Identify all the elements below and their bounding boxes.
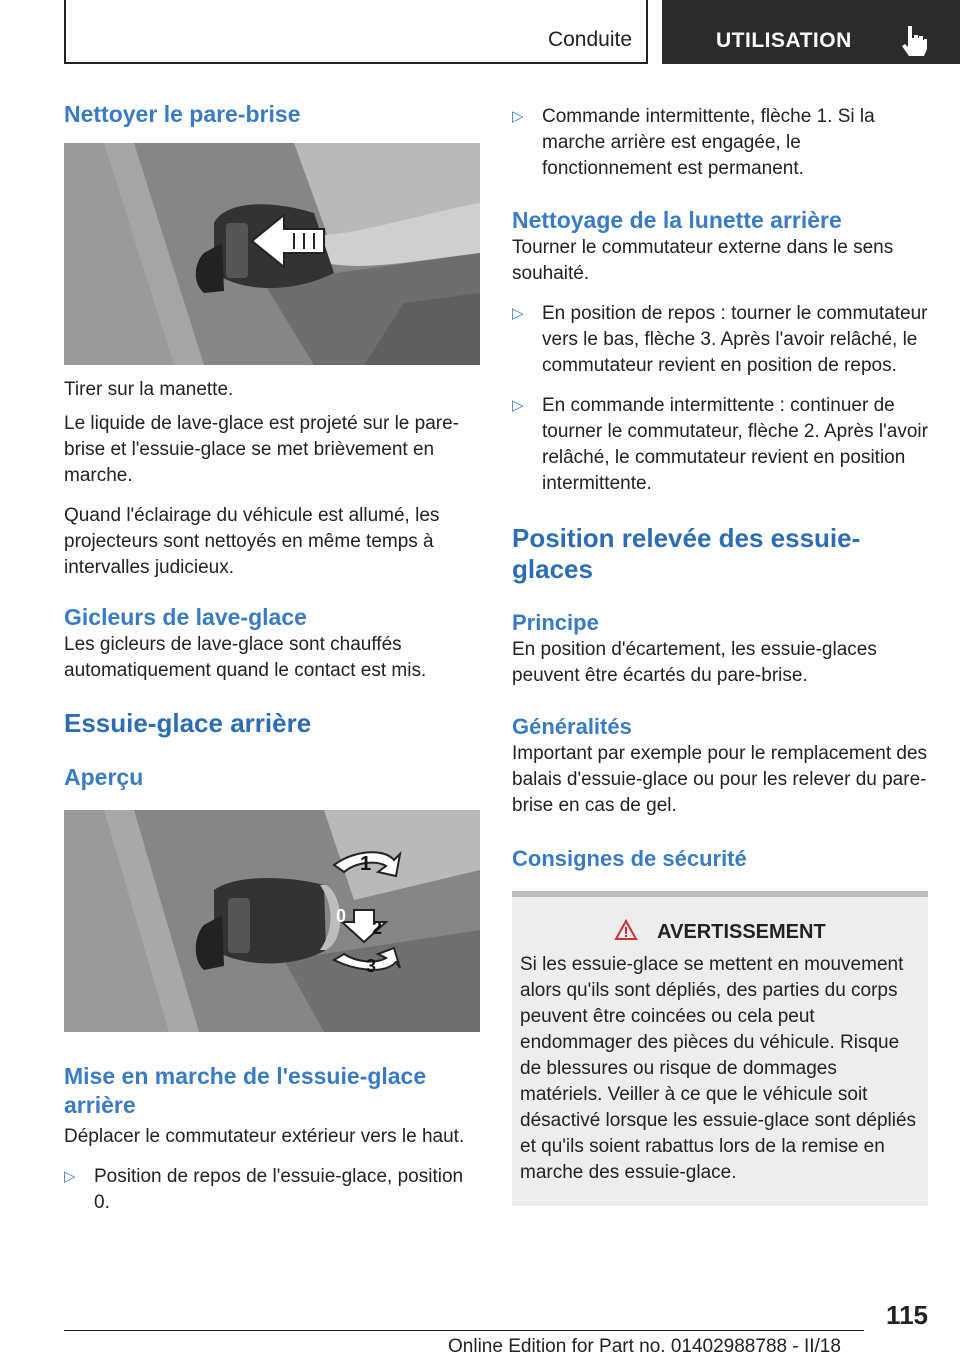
- list-item-text: En commande intermittente : continuer de tourner le commutateur, flèche 2. Après l'avoir relâché, le commutateur revient en position intermittente.: [542, 395, 928, 494]
- arrow-label-1: 1: [360, 853, 372, 875]
- triangle-right-icon: ▷: [512, 397, 524, 414]
- left-column: [64, 100, 480, 1216]
- warning-title: AVERTISSEMENT: [657, 921, 826, 943]
- paragraph-pull-lever: Tirer sur la manette.: [64, 379, 234, 400]
- page-number: 115: [886, 1300, 928, 1330]
- paragraph-general: Important par exemple pour le remplacement des balais d'essuie-glace ou pour les relever du pare-brise en cas de gel.: [512, 743, 928, 816]
- paragraph-move-switch-up: Déplacer le commutateur extérieur vers le haut.: [64, 1126, 465, 1147]
- warning-triangle-icon: [614, 919, 638, 941]
- position-label-0: 0: [336, 906, 347, 926]
- arrow-label-2: 2: [372, 918, 383, 938]
- list-item-text: Commande intermittente, flèche 1. Si la marche arrière est engagée, le fonctionnement est permanent.: [542, 106, 875, 179]
- paragraph-principle: En position d'écartement, les essuie-glaces peuvent être écartés du pare-brise.: [512, 639, 877, 686]
- warning-box: [512, 891, 928, 1206]
- warning-text: Si les essuie-glace se mettent en mouvement alors qu'ils sont dépliés, des parties du corps peuvent être coincées ou cela peut endommager des pièces du véhicule. Risque de blessures ou risque de dommages matériels. Veiller à ce que le véhicule soit désactivé lorsque les essuie-glace sont dépliés et qu'ils soient rabattus lors de la remise en marche des essuie-glace.: [520, 954, 917, 1183]
- header-chapter-title: UTILISATION: [716, 29, 852, 52]
- list-item-intermittent-continue: [512, 393, 928, 497]
- list-item-rest-position: [64, 1164, 480, 1216]
- header-chapter-tab: [662, 0, 960, 64]
- list-item-text: Position de repos de l'essuie-glace, position 0.: [94, 1166, 464, 1213]
- header-section-title: Conduite: [547, 28, 632, 51]
- heading-general: Généralités: [512, 714, 632, 739]
- pointing-hand-icon: [898, 24, 928, 56]
- footer-edition: Online Edition for Part no. 01402988788 - II/18: [448, 1336, 841, 1357]
- heading-rear-wiper-on: Mise en marche de l'essuie-glace arrière: [64, 1063, 427, 1118]
- arrow-label-3: 3: [366, 956, 377, 976]
- heading-overview: Aperçu: [64, 764, 144, 790]
- triangle-right-icon: ▷: [64, 1168, 76, 1185]
- paragraph-washer-fluid: Le liquide de lave-glace est projeté sur le pare-brise et l'essuie-glace se met brièvement en marche.: [64, 413, 460, 486]
- rear-wiper-switch-photo: [64, 810, 480, 1032]
- triangle-right-icon: ▷: [512, 108, 524, 125]
- heading-safety: Consignes de sécurité: [512, 846, 747, 871]
- paragraph-turn-switch: Tourner le commutateur externe dans le sens souhaité.: [512, 237, 894, 284]
- heading-washer-nozzles: Gicleurs de lave-glace: [64, 604, 307, 630]
- list-item-rest-turn-down: [512, 301, 928, 379]
- header-section-box: [64, 0, 648, 64]
- list-item-text: En position de repos : tourner le commutateur vers le bas, flèche 3. Après l'avoir relâché, le commutateur revient en position de repos.: [542, 303, 928, 376]
- heading-rear-wiper: Essuie-glace arrière: [64, 708, 312, 738]
- triangle-right-icon: ▷: [512, 305, 524, 322]
- heading-clean-windshield: Nettoyer le pare-brise: [64, 101, 301, 127]
- heading-principle: Principe: [512, 610, 599, 635]
- paragraph-washer-nozzles: Les gicleurs de lave-glace sont chauffés automatiquement quand le contact est mis.: [64, 634, 427, 681]
- heading-rear-window-cleaning: Nettoyage de la lunette arrière: [512, 207, 842, 233]
- paragraph-headlight-cleaning: Quand l'éclairage du véhicule est allumé, les projecteurs sont nettoyés en même temps à intervalles judicieux.: [64, 505, 440, 578]
- heading-raised-position: Position relevée des essuie-glaces: [512, 523, 861, 584]
- wiper-stalk-photo: [64, 143, 480, 365]
- footer-divider: [64, 1330, 864, 1331]
- right-column: [512, 104, 928, 1206]
- list-item-intermittent: [512, 104, 928, 182]
